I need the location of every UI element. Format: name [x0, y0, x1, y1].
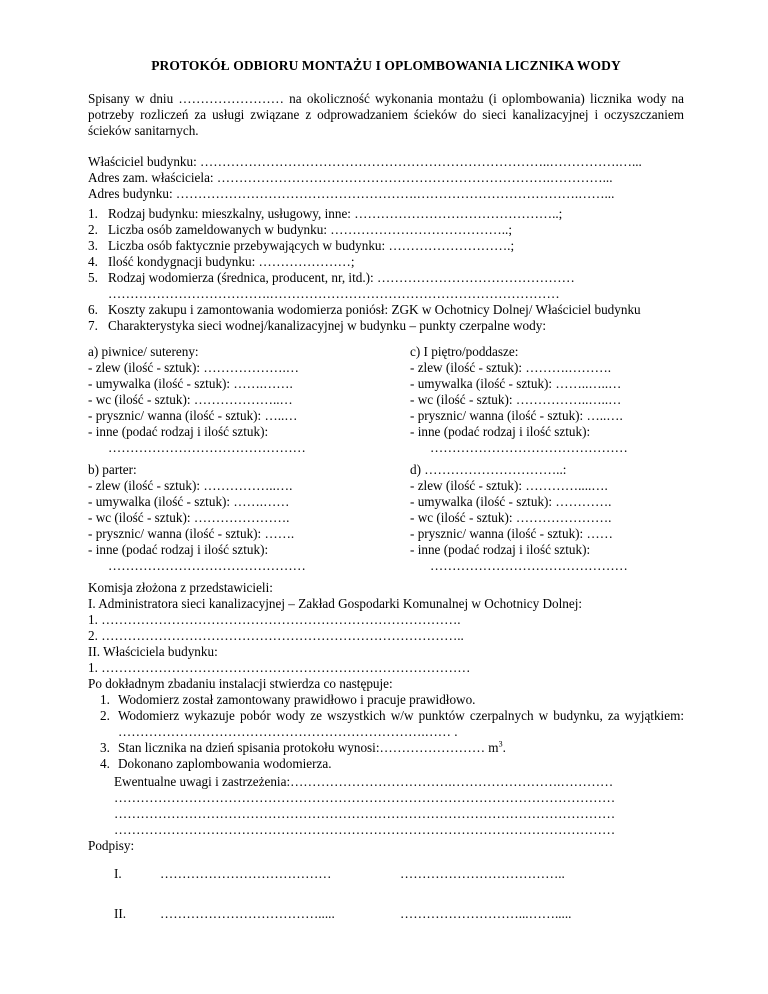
list-item: 3. Liczba osób faktycznie przebywających w budynku: ……………………….;	[88, 238, 515, 253]
building-info-list	[88, 206, 684, 334]
signature-field: ………………………………..	[400, 866, 565, 881]
remarks-section	[114, 774, 684, 838]
points-heading: a) piwnice/ sutereny:	[88, 344, 199, 359]
intro-paragraph: Spisany w dniu …………………… na okoliczność wykonania montażu (i oplombowania) licznika wody na potrzeby rozliczeń za usługi związane z odprowadzaniem ścieków do sieci kanalizacyjnej i oczyszczaniem ścieków sanitarnych.	[88, 91, 684, 138]
point-dots: ………………………………………	[430, 440, 628, 455]
point-dots: ………………………………………	[108, 558, 306, 573]
owner-name-line: Właściciel budynku: ……………………………………………………………………..…………….…...	[88, 154, 642, 169]
owner-address-line: Adres zam. właściciela: ………………………………………………………………….…………...	[88, 170, 613, 185]
point-line: - zlew (ilość - sztuk): …………....….	[410, 478, 608, 493]
commission-member-line: 1. ……………………………………………………………………….	[88, 612, 461, 627]
point-line: - inne (podać rodzaj i ilość sztuk):	[410, 542, 591, 557]
point-line: - prysznic/ wanna (ilość - sztuk): …..….	[410, 408, 623, 423]
point-line: - zlew (ilość - sztuk): ……….……….	[410, 360, 612, 375]
list-item: 5. Rodzaj wodomierza (średnica, producent, nr, itd.): ………………………………………	[88, 270, 575, 285]
point-line: - prysznic/ wanna (ilość - sztuk): …….	[88, 526, 295, 541]
point-line: - umywalka (ilość - sztuk): ……..…..…	[410, 376, 622, 391]
point-line: - prysznic/ wanna (ilość - sztuk): ……	[410, 526, 613, 541]
owner-section	[88, 154, 684, 202]
remarks-line: ……………………………………………………………………………………………………	[114, 790, 616, 805]
remarks-line: ……………………………………………………………………………………………………	[114, 822, 616, 837]
point-line: - wc (ilość - sztuk): ………………..…	[88, 392, 293, 407]
commission-section	[88, 580, 684, 692]
point-line: - wc (ilość - sztuk): ………………….	[88, 510, 290, 525]
point-line: - umywalka (ilość - sztuk): ………….	[410, 494, 612, 509]
list-item: ……………………………….…………………………………………………………	[108, 286, 560, 301]
commission-owner: II. Właściciela budynku:	[88, 644, 218, 659]
list-item: 2. Liczba osób zameldowanych w budynku: …………………………………..;	[88, 222, 512, 237]
remarks-line: ……………………………………………………………………………………………………	[114, 806, 616, 821]
point-line: - zlew (ilość - sztuk): ……………..….	[88, 478, 293, 493]
signatures-label: Podpisy:	[88, 838, 135, 853]
list-item: 2. Wodomierz wykazuje pobór wody ze wszystkich w/w punktów czerpalnych w budynku, za wyjątkiem: …………………………………………………………….…… .	[100, 708, 684, 739]
list-item: 3. Stan licznika na dzień spisania protokołu wynosi:…………………… $m^3$.	[100, 740, 506, 755]
list-item: 1. Rodzaj budynku: mieszkalny, usługowy, inne: ………………………………………..;	[88, 206, 563, 221]
signature-field: ………………………...…….....	[400, 906, 572, 921]
list-item: 6. Koszty zakupu i zamontowania wodomierza poniósł: ZGK w Ochotnicy Dolnej/ Właściciel budynku	[88, 302, 641, 317]
points-ground-floor	[88, 462, 378, 574]
commission-heading: Komisja złożona z przedstawicieli:	[88, 580, 273, 595]
point-dots: ………………………………………	[108, 440, 306, 455]
findings-list	[88, 692, 684, 772]
point-line: - inne (podać rodzaj i ilość sztuk):	[88, 424, 269, 439]
signature-number: II.	[114, 906, 127, 921]
point-line: - wc (ilość - sztuk): ………………….	[410, 510, 612, 525]
points-first-floor	[410, 344, 700, 456]
point-line: - wc (ilość - sztuk): ……………..…..…	[410, 392, 622, 407]
point-line: - prysznic/ wanna (ilość - sztuk): …..…	[88, 408, 298, 423]
list-item: 7. Charakterystyka sieci wodnej/kanalizacyjnej w budynku – punkty czerpalne wody:	[88, 318, 546, 333]
document-title: PROTOKÓŁ ODBIORU MONTAŻU I OPLOMBOWANIA LICZNIKA WODY	[151, 58, 621, 73]
remarks-heading: Ewentualne uwagi i zastrzeżenia:……………………………….…………………….…………	[114, 774, 614, 789]
point-line: - umywalka (ilość - sztuk): …….…….	[88, 376, 293, 391]
points-other-floor	[410, 462, 700, 574]
points-heading: b) parter:	[88, 462, 137, 477]
list-item: 4. Ilość kondygnacji budynku: …………………;	[88, 254, 355, 269]
signature-field: …………………………………	[160, 866, 332, 881]
building-address-line: Adres budynku: ……………………………………………….……………………………….……...	[88, 186, 615, 201]
signature-field: ……………………………….....	[160, 906, 335, 921]
signature-number: I.	[114, 866, 122, 881]
commission-admin: I. Administratora sieci kanalizacyjnej – Zakład Gospodarki Komunalnej w Ochotnicy Dolnej:	[88, 596, 583, 611]
findings-heading: Po dokładnym zbadaniu instalacji stwierdza co następuje:	[88, 676, 393, 691]
commission-member-line: 1. …………………………………………………………………………	[88, 660, 471, 675]
commission-member-line: 2. ………………………………………………………………………..	[88, 628, 464, 643]
list-item: 1. Wodomierz został zamontowany prawidłowo i pracuje prawidłowo.	[100, 692, 476, 707]
points-heading: c) I piętro/poddasze:	[410, 344, 519, 359]
point-line: - umywalka (ilość - sztuk): …….……	[88, 494, 290, 509]
point-line: - zlew (ilość - sztuk): ……………….…	[88, 360, 299, 375]
point-dots: ………………………………………	[430, 558, 628, 573]
points-heading: d) …………………………..:	[410, 462, 567, 477]
point-line: - inne (podać rodzaj i ilość sztuk):	[88, 542, 269, 557]
list-item: 4. Dokonano zaplombowania wodomierza.	[100, 756, 332, 771]
point-line: - inne (podać rodzaj i ilość sztuk):	[410, 424, 591, 439]
points-basement	[88, 344, 378, 456]
